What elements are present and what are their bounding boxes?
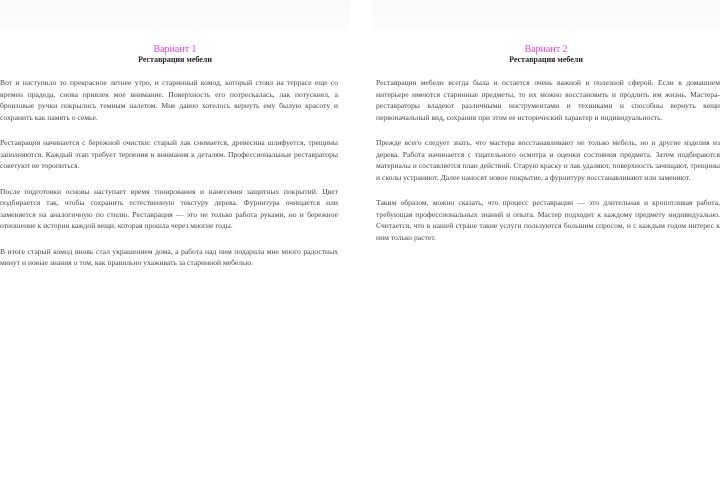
paragraph: Прежде всего следует знать, что мастера восстанавливают не только мебель, но и другие изделия из дерева. Работа начинается с тщательного осмотра и оценки состояния предмета. Затем подбираются материалы и составляется план действий. Старую краску и лак удаляют, поверхность зачищают, трещины и сколы устраняют. Далее наносят новое покрытие, а фурнитуру восстанавливают или заменяют.	[376, 138, 720, 182]
paragraph: В итоге старый комод вновь стал украшением дома, а работа над ним подарила мне много радостных минут и новые знания о том, как правильно ухаживать за старинной мебелью.	[0, 246, 338, 267]
paragraph: Таким образом, можно сказать, что процесс реставрации — это длительная и кропотливая работа, требующая профессиональных знаний и опыта. Мастер подходит к каждому предмету индивидуально. Считается, что в нашей стране такие услуги пользуются большим спросом, и с каждым годом интерес к ним только растет.	[376, 198, 720, 242]
paragraph: После подготовки основы наступает время тонирования и нанесения защитных покрытий. Цвет подбирается так, чтобы сохранить естественную текстуру дерева. Фурнитура очищается или заменяется на аналогичную по стилю. Реставрация — это не только работа руками, но и бережное отношение к истории каждой вещи, которая прошла через многие годы.	[0, 186, 338, 230]
variant-title: Вариант 2	[524, 44, 568, 55]
paragraph: Вот и наступило то прекрасное летнее утро, и старинный комод, который стоял на террасе еще со времен прадеда, снова привлек мое внимание. Поверхность его потрескалась, лак потускнел, а бронзовые ручки покрылись темным налетом. Мне давно хотелось вернуть ему былую красоту и сохранить как память о семье.	[0, 78, 338, 122]
paragraph: Реставрация начинается с бережной очистки: старый лак снимается, древесина шлифуется, трещины заполняются. Каждый этап требует терпения и внимания к деталям. Профессиональные реставраторы советуют не торопиться.	[0, 138, 338, 170]
left-column	[0, 0, 350, 480]
right-column	[372, 0, 720, 480]
document-subtitle: Реставрация мебели	[509, 55, 583, 64]
document-subtitle: Реставрация мебели	[138, 55, 212, 64]
paragraph: Реставрация мебели всегда была и остается очень важной и полезной сферой. Если в домашнем интерьере имеются старинные предметы, то их можно восстановить и продлить им жизнь. Мастера-реставраторы владеют различными инструментами и техниками и способны вернуть вещи первоначальный вид, сохранив при этом ее исторический характер и индивидуальность.	[376, 78, 720, 122]
top-band	[0, 0, 350, 30]
variant-title: Вариант 1	[153, 44, 197, 55]
top-band	[372, 0, 720, 30]
